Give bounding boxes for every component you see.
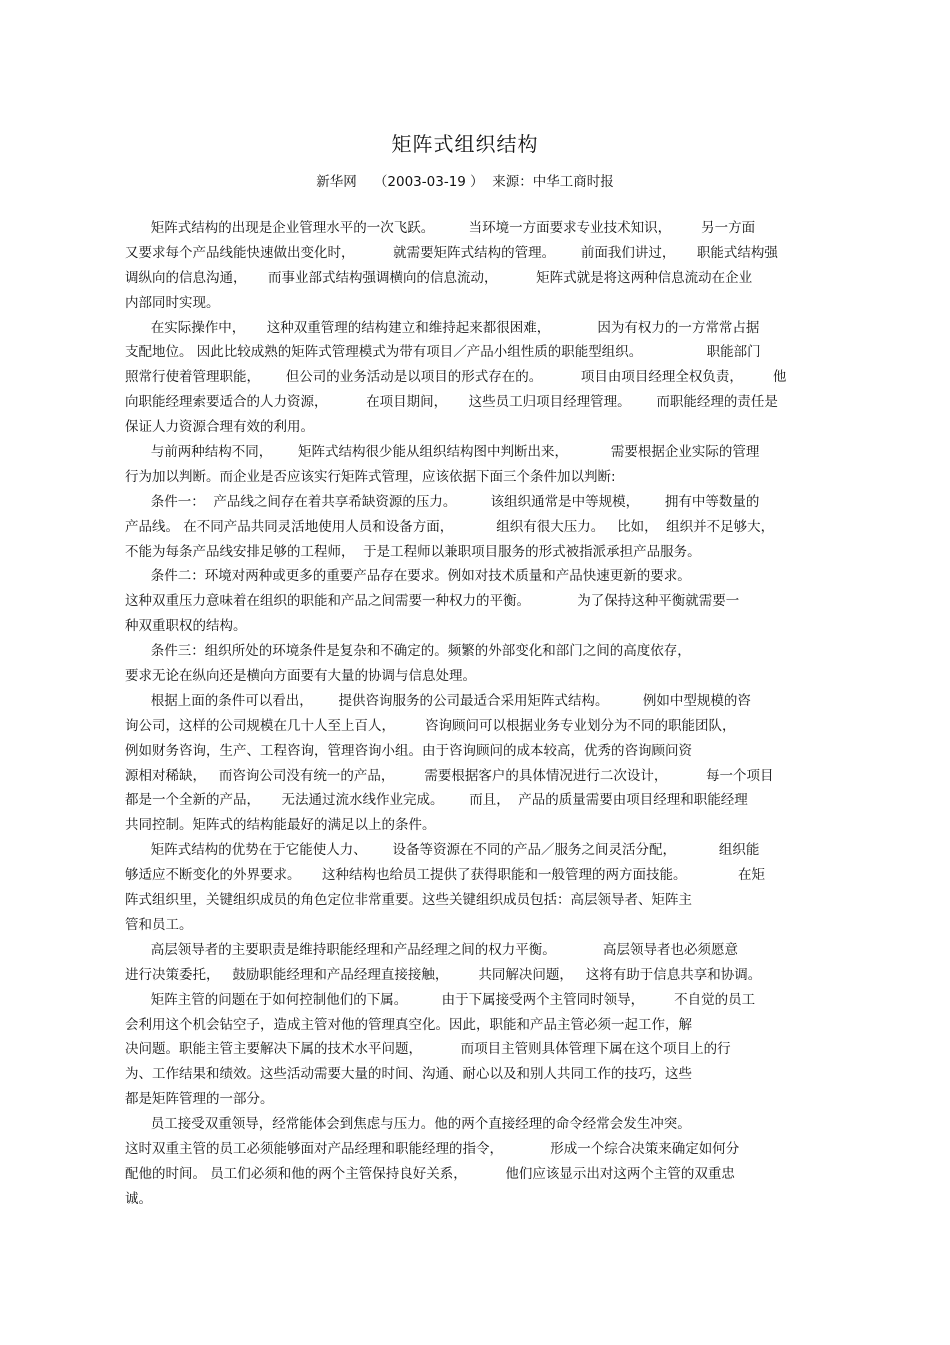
body-text-line: 保证人力资源合理有效的利用。: [125, 419, 314, 436]
body-text-line: 向职能经理索要适合的人力资源， 在项目期间， 这些员工归项目经理管理。 而职能经理的责任是: [125, 394, 778, 411]
body-text-line: 会利用这个机会钻空子，造成主管对他的管理真空化。因此，职能和产品主管必须一起工作，解: [125, 1016, 692, 1033]
body-text-line: 都是一个全新的产品， 无法通过流水线作业完成。 而且， 产品的质量需要由项目经理和职能经理: [125, 792, 748, 809]
body-text-line: 条件二：环境对两种或更多的重要产品存在要求。例如对技术质量和产品快速更新的要求。: [125, 568, 691, 585]
document-meta: 新华网 （2003-03-19 ） 来源：中华工商时报: [316, 174, 614, 190]
body-text-line: 高层领导者的主要职责是维持职能经理和产品经理之间的权力平衡。 高层领导者也必须愿意: [125, 941, 738, 958]
body-text-line: 够适应不断变化的外界要求。 这种结构也给员工提供了获得职能和一般管理的两方面技能。 在矩: [125, 867, 765, 884]
body-text-line: 支配地位。 因此比较成熟的矩阵式管理模式为带有项目／产品小组性质的职能型组织。 职能部门: [125, 344, 761, 361]
document-title: 矩阵式组织结构: [391, 132, 539, 156]
document-body: [125, 216, 830, 1212]
body-text-line: 管和员工。: [125, 916, 193, 933]
body-text-line: 例如财务咨询，生产、工程咨询，管理咨询小组。由于咨询顾问的成本较高，优秀的咨询顾问资: [125, 742, 692, 759]
body-text-line: 根据上面的条件可以看出， 提供咨询服务的公司最适合采用矩阵式结构。 例如中型规模的咨: [125, 692, 751, 709]
body-text-line: 内部同时实现。: [125, 294, 220, 311]
body-text-line: 源相对稀缺， 而咨询公司没有统一的产品， 需要根据客户的具体情况进行二次设计， 每一个项目: [125, 767, 774, 784]
body-text-line: 条件一： 产品线之间存在着共享希缺资源的压力。 该组织通常是中等规模， 拥有中等数量的: [125, 493, 760, 510]
body-text-line: 这种双重压力意味着在组织的职能和产品之间需要一种权力的平衡。 为了保持这种平衡就需要一: [125, 593, 740, 610]
body-text-line: 为、工作结果和绩效。这些活动需要大量的时间、沟通、耐心以及和别人共同工作的技巧，这些: [125, 1066, 692, 1083]
body-text-line: 条件三：组织所处的环境条件是复杂和不确定的。频繁的外部变化和部门之间的高度依存，: [125, 643, 691, 660]
body-text-line: 这时双重主管的员工必须能够面对产品经理和职能经理的指令， 形成一个综合决策来确定如何分: [125, 1140, 740, 1157]
body-text-line: 矩阵式结构的出现是企业管理水平的一次飞跃。 当环境一方面要求专业技术知识， 另一方面: [125, 220, 756, 236]
body-text-line: 调纵向的信息沟通， 而事业部式结构强调横向的信息流动， 矩阵式就是将这两种信息流动在企业: [125, 269, 753, 286]
body-text-line: 共同控制。矩阵式的结构能最好的满足以上的条件。: [125, 817, 436, 834]
body-text-line: 配他的时间。 员工们必须和他的两个主管保持良好关系， 他们应该显示出对这两个主管的双重忠: [125, 1165, 735, 1182]
body-text-line: 诚。: [125, 1190, 152, 1207]
body-text-line: 询公司，这样的公司规模在几十人至上百人， 咨询顾问可以根据业务专业划分为不同的职能团队，: [125, 717, 736, 734]
body-text-line: 不能为每条产品线安排足够的工程师， 于是工程师以兼职项目服务的形式被指派承担产品服务。: [125, 543, 701, 560]
body-text-line: 与前两种结构不同， 矩阵式结构很少能从组织结构图中判断出来， 需要根据企业实际的管理: [125, 444, 760, 461]
body-text-line: 又要求每个产品线能快速做出变化时， 就需要矩阵式结构的管理。 前面我们讲过， 职能式结构强: [125, 244, 778, 261]
body-text-line: 在实际操作中， 这种双重管理的结构建立和维持起来都很困难， 因为有权力的一方常常占据: [125, 319, 760, 336]
body-text-line: 行为加以判断。而企业是否应该实行矩阵式管理，应该依据下面三个条件加以判断:: [125, 468, 616, 485]
body-text-line: 矩阵式结构的优势在于它能使人力、 设备等资源在不同的产品／服务之间灵活分配， 组织能: [125, 842, 760, 859]
body-text-line: 进行决策委托， 鼓励职能经理和产品经理直接接触， 共同解决问题， 这将有助于信息共享和协调。: [125, 966, 762, 983]
body-text-line: 要求无论在纵向还是横向方面要有大量的协调与信息处理。: [125, 668, 476, 685]
body-text-line: 照常行使着管理职能， 但公司的业务活动是以项目的形式存在的。 项目由项目经理全权负责， 他: [125, 369, 787, 386]
body-text-line: 决问题。职能主管主要解决下属的技术水平问题， 而项目主管则具体管理下属在这个项目上的行: [125, 1041, 731, 1058]
body-text-line: 种双重职权的结构。: [125, 618, 247, 635]
body-text-line: 阵式组织里，关键组织成员的角色定位非常重要。这些关键组织成员包括：高层领导者、矩阵主: [125, 892, 692, 909]
body-text-line: 员工接受双重领导，经常能体会到焦虑与压力。他的两个直接经理的命令经常会发生冲突。: [125, 1116, 691, 1133]
body-text-line: 产品线。 在不同产品共同灵活地使用人员和设备方面， 组织有很大压力。 比如， 组织并不足够大，: [125, 518, 775, 535]
body-text-line: 都是矩阵管理的一部分。: [125, 1091, 274, 1108]
body-text-line: 矩阵主管的问题在于如何控制他们的下属。 由于下属接受两个主管同时领导， 不自觉的员工: [125, 991, 756, 1008]
